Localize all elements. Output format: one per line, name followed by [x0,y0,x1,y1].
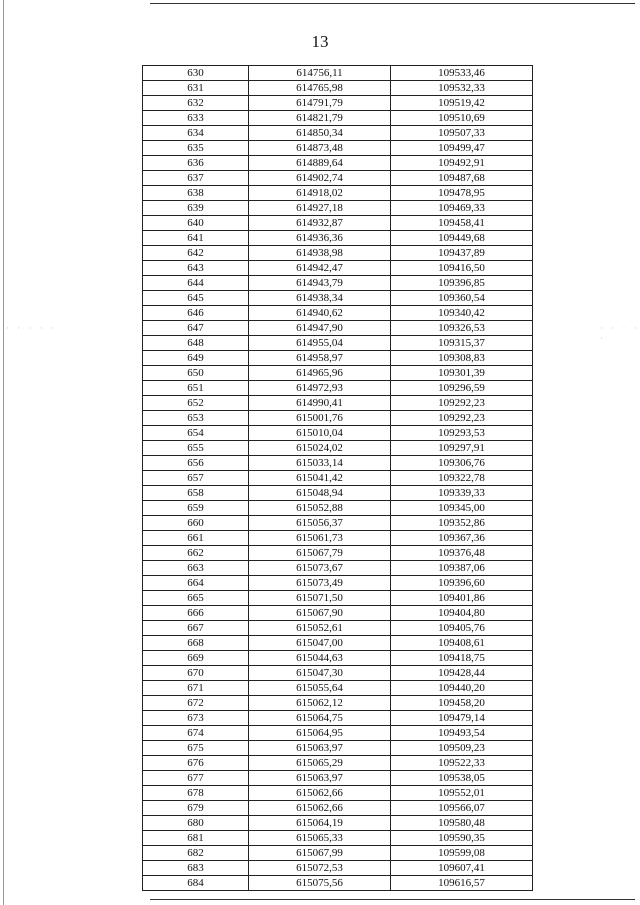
y-coordinate-cell: 109292,23 [391,396,533,411]
table-row [143,666,533,681]
point-number-cell: 651 [143,381,249,396]
table-row [143,516,533,531]
point-number-cell: 646 [143,306,249,321]
table-row [143,381,533,396]
table-row [143,111,533,126]
point-number-cell: 674 [143,726,249,741]
y-coordinate-cell: 109492,91 [391,156,533,171]
x-coordinate-cell: 614943,79 [249,276,391,291]
table-row [143,546,533,561]
table-row [143,156,533,171]
x-coordinate-cell: 615065,29 [249,756,391,771]
table-row [143,441,533,456]
left-margin-marks: · · · · · [6,323,57,333]
point-number-cell: 635 [143,141,249,156]
x-coordinate-cell: 615052,88 [249,501,391,516]
x-coordinate-cell: 614955,04 [249,336,391,351]
x-coordinate-cell: 614965,96 [249,366,391,381]
x-coordinate-cell: 614947,90 [249,321,391,336]
table-row [143,801,533,816]
y-coordinate-cell: 109396,85 [391,276,533,291]
y-coordinate-cell: 109509,23 [391,741,533,756]
point-number-cell: 645 [143,291,249,306]
x-coordinate-cell: 615056,37 [249,516,391,531]
point-number-cell: 682 [143,846,249,861]
point-number-cell: 665 [143,591,249,606]
y-coordinate-cell: 109469,33 [391,201,533,216]
point-number-cell: 677 [143,771,249,786]
x-coordinate-cell: 615073,67 [249,561,391,576]
y-coordinate-cell: 109352,86 [391,516,533,531]
y-coordinate-cell: 109478,95 [391,186,533,201]
table-row [143,261,533,276]
point-number-cell: 662 [143,546,249,561]
table-row [143,651,533,666]
table-row [143,186,533,201]
point-number-cell: 655 [143,441,249,456]
x-coordinate-cell: 614756,11 [249,66,391,81]
x-coordinate-cell: 614850,34 [249,126,391,141]
table-row [143,231,533,246]
y-coordinate-cell: 109376,48 [391,546,533,561]
x-coordinate-cell: 615067,90 [249,606,391,621]
x-coordinate-cell: 614936,36 [249,231,391,246]
point-number-cell: 680 [143,816,249,831]
point-number-cell: 671 [143,681,249,696]
x-coordinate-cell: 615075,56 [249,876,391,891]
page-left-edge [3,0,4,905]
table-row [143,66,533,81]
y-coordinate-cell: 109522,33 [391,756,533,771]
x-coordinate-cell: 614972,93 [249,381,391,396]
point-number-cell: 634 [143,126,249,141]
point-number-cell: 675 [143,741,249,756]
y-coordinate-cell: 109301,39 [391,366,533,381]
x-coordinate-cell: 615062,66 [249,801,391,816]
table-row [143,591,533,606]
y-coordinate-cell: 109322,78 [391,471,533,486]
bottom-rule [150,899,635,900]
point-number-cell: 664 [143,576,249,591]
x-coordinate-cell: 615067,99 [249,846,391,861]
x-coordinate-cell: 614990,41 [249,396,391,411]
x-coordinate-cell: 614889,64 [249,156,391,171]
point-number-cell: 658 [143,486,249,501]
y-coordinate-cell: 109590,35 [391,831,533,846]
point-number-cell: 673 [143,711,249,726]
point-number-cell: 650 [143,366,249,381]
point-number-cell: 639 [143,201,249,216]
table-row [143,126,533,141]
coordinates-table [142,65,533,891]
point-number-cell: 643 [143,261,249,276]
y-coordinate-cell: 109345,00 [391,501,533,516]
y-coordinate-cell: 109538,05 [391,771,533,786]
point-number-cell: 681 [143,831,249,846]
point-number-cell: 683 [143,861,249,876]
x-coordinate-cell: 615055,64 [249,681,391,696]
x-coordinate-cell: 615064,19 [249,816,391,831]
point-number-cell: 653 [143,411,249,426]
point-number-cell: 641 [143,231,249,246]
point-number-cell: 633 [143,111,249,126]
point-number-cell: 632 [143,96,249,111]
table-row [143,741,533,756]
y-coordinate-cell: 109367,36 [391,531,533,546]
point-number-cell: 657 [143,471,249,486]
table-row [143,276,533,291]
table-row [143,201,533,216]
y-coordinate-cell: 109458,41 [391,216,533,231]
table-row [143,636,533,651]
y-coordinate-cell: 109616,57 [391,876,533,891]
y-coordinate-cell: 109308,83 [391,351,533,366]
point-number-cell: 656 [143,456,249,471]
y-coordinate-cell: 109339,33 [391,486,533,501]
x-coordinate-cell: 615047,00 [249,636,391,651]
y-coordinate-cell: 109418,75 [391,651,533,666]
table-row [143,141,533,156]
x-coordinate-cell: 615061,73 [249,531,391,546]
x-coordinate-cell: 615062,66 [249,786,391,801]
point-number-cell: 669 [143,651,249,666]
x-coordinate-cell: 614932,87 [249,216,391,231]
y-coordinate-cell: 109306,76 [391,456,533,471]
point-number-cell: 661 [143,531,249,546]
x-coordinate-cell: 614873,48 [249,141,391,156]
table-row [143,816,533,831]
table-row [143,456,533,471]
y-coordinate-cell: 109396,60 [391,576,533,591]
y-coordinate-cell: 109519,42 [391,96,533,111]
table-row [143,876,533,891]
point-number-cell: 660 [143,516,249,531]
y-coordinate-cell: 109293,53 [391,426,533,441]
y-coordinate-cell: 109449,68 [391,231,533,246]
x-coordinate-cell: 614938,98 [249,246,391,261]
y-coordinate-cell: 109532,33 [391,81,533,96]
y-coordinate-cell: 109387,06 [391,561,533,576]
point-number-cell: 670 [143,666,249,681]
x-coordinate-cell: 614938,34 [249,291,391,306]
table-row [143,576,533,591]
table-row [143,291,533,306]
coordinates-table-body [143,66,533,891]
y-coordinate-cell: 109499,47 [391,141,533,156]
point-number-cell: 647 [143,321,249,336]
point-number-cell: 631 [143,81,249,96]
x-coordinate-cell: 614791,79 [249,96,391,111]
y-coordinate-cell: 109428,44 [391,666,533,681]
table-row [143,771,533,786]
y-coordinate-cell: 109607,41 [391,861,533,876]
point-number-cell: 644 [143,276,249,291]
table-row [143,711,533,726]
right-margin-marks: · · · · · [600,323,640,343]
table-row [143,786,533,801]
table-row [143,426,533,441]
y-coordinate-cell: 109440,20 [391,681,533,696]
point-number-cell: 679 [143,801,249,816]
x-coordinate-cell: 614902,74 [249,171,391,186]
x-coordinate-cell: 615044,63 [249,651,391,666]
table-row [143,486,533,501]
y-coordinate-cell: 109493,54 [391,726,533,741]
table-row [143,396,533,411]
y-coordinate-cell: 109360,54 [391,291,533,306]
table-row [143,606,533,621]
table-row [143,366,533,381]
point-number-cell: 663 [143,561,249,576]
point-number-cell: 654 [143,426,249,441]
x-coordinate-cell: 615024,02 [249,441,391,456]
table-row [143,411,533,426]
y-coordinate-cell: 109326,53 [391,321,533,336]
y-coordinate-cell: 109340,42 [391,306,533,321]
table-row [143,81,533,96]
y-coordinate-cell: 109296,59 [391,381,533,396]
point-number-cell: 630 [143,66,249,81]
x-coordinate-cell: 615062,12 [249,696,391,711]
table-row [143,321,533,336]
point-number-cell: 638 [143,186,249,201]
table-row [143,846,533,861]
x-coordinate-cell: 614927,18 [249,201,391,216]
top-rule [150,3,635,4]
point-number-cell: 676 [143,756,249,771]
y-coordinate-cell: 109408,61 [391,636,533,651]
table-row [143,831,533,846]
y-coordinate-cell: 109552,01 [391,786,533,801]
y-coordinate-cell: 109297,91 [391,441,533,456]
x-coordinate-cell: 615048,94 [249,486,391,501]
table-row [143,861,533,876]
table-row [143,336,533,351]
y-coordinate-cell: 109315,37 [391,336,533,351]
point-number-cell: 672 [143,696,249,711]
y-coordinate-cell: 109487,68 [391,171,533,186]
point-number-cell: 668 [143,636,249,651]
table-row [143,621,533,636]
table-row [143,351,533,366]
x-coordinate-cell: 615001,76 [249,411,391,426]
x-coordinate-cell: 615041,42 [249,471,391,486]
table-row [143,696,533,711]
table-row [143,96,533,111]
point-number-cell: 652 [143,396,249,411]
point-number-cell: 649 [143,351,249,366]
y-coordinate-cell: 109437,89 [391,246,533,261]
x-coordinate-cell: 615010,04 [249,426,391,441]
y-coordinate-cell: 109510,69 [391,111,533,126]
x-coordinate-cell: 615073,49 [249,576,391,591]
y-coordinate-cell: 109599,08 [391,846,533,861]
x-coordinate-cell: 614942,47 [249,261,391,276]
table-row [143,471,533,486]
x-coordinate-cell: 615052,61 [249,621,391,636]
x-coordinate-cell: 614821,79 [249,111,391,126]
point-number-cell: 684 [143,876,249,891]
y-coordinate-cell: 109405,76 [391,621,533,636]
x-coordinate-cell: 615064,75 [249,711,391,726]
table-row [143,726,533,741]
x-coordinate-cell: 615065,33 [249,831,391,846]
y-coordinate-cell: 109292,23 [391,411,533,426]
x-coordinate-cell: 615047,30 [249,666,391,681]
y-coordinate-cell: 109533,46 [391,66,533,81]
point-number-cell: 637 [143,171,249,186]
table-row [143,531,533,546]
x-coordinate-cell: 615063,97 [249,741,391,756]
table-row [143,306,533,321]
point-number-cell: 642 [143,246,249,261]
x-coordinate-cell: 615064,95 [249,726,391,741]
table-row [143,501,533,516]
y-coordinate-cell: 109401,86 [391,591,533,606]
y-coordinate-cell: 109507,33 [391,126,533,141]
point-number-cell: 636 [143,156,249,171]
y-coordinate-cell: 109458,20 [391,696,533,711]
table-row [143,246,533,261]
x-coordinate-cell: 615067,79 [249,546,391,561]
point-number-cell: 659 [143,501,249,516]
x-coordinate-cell: 614940,62 [249,306,391,321]
point-number-cell: 667 [143,621,249,636]
table-row [143,561,533,576]
x-coordinate-cell: 614918,02 [249,186,391,201]
table-row [143,756,533,771]
y-coordinate-cell: 109479,14 [391,711,533,726]
y-coordinate-cell: 109580,48 [391,816,533,831]
y-coordinate-cell: 109416,50 [391,261,533,276]
x-coordinate-cell: 614958,97 [249,351,391,366]
table-row [143,171,533,186]
y-coordinate-cell: 109566,07 [391,801,533,816]
point-number-cell: 648 [143,336,249,351]
x-coordinate-cell: 615071,50 [249,591,391,606]
point-number-cell: 678 [143,786,249,801]
table-row [143,216,533,231]
page-number: 13 [311,32,329,51]
x-coordinate-cell: 614765,98 [249,81,391,96]
point-number-cell: 640 [143,216,249,231]
point-number-cell: 666 [143,606,249,621]
table-row [143,681,533,696]
x-coordinate-cell: 615063,97 [249,771,391,786]
y-coordinate-cell: 109404,80 [391,606,533,621]
x-coordinate-cell: 615072,53 [249,861,391,876]
x-coordinate-cell: 615033,14 [249,456,391,471]
